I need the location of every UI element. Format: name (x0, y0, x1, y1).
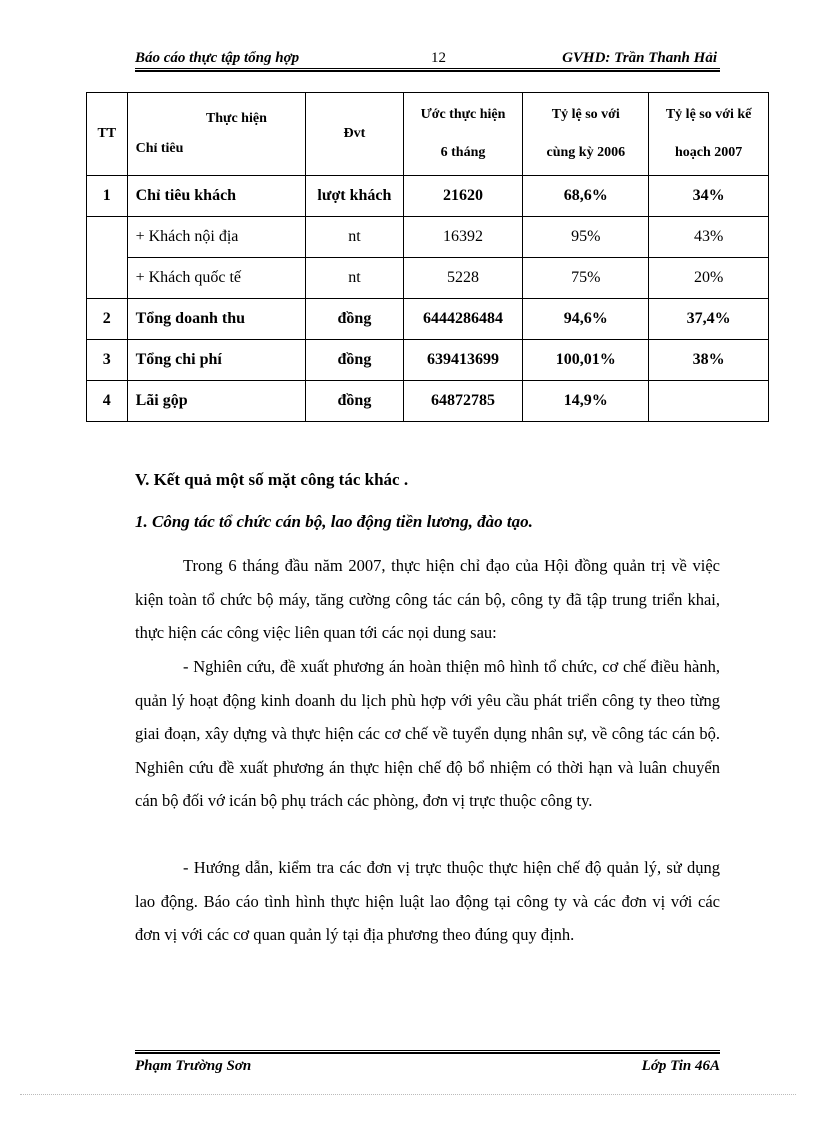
table-row (87, 340, 769, 381)
row-dvt: nt (306, 258, 403, 299)
row-ty-le-2007: 43% (649, 217, 769, 258)
header-thuc-hien-label: Thực hiện (205, 111, 267, 126)
table-row (87, 176, 769, 217)
row-chi-tieu: Chỉ tiêu khách (127, 176, 306, 217)
row-ty-le-2006: 75% (523, 258, 649, 299)
paragraph: - Nghiên cứu, đề xuất phương án hoàn thiện mô hình tổ chức, cơ chế điều hành, quản lý hoạt động kinh doanh du lịch phù hợp với yêu cầu phát triển công ty theo từng giai đoạn, xây dựng và thực hiện các cơ chế về tuyển dụng nhân sự, về công tác cán bộ. Nghiên cứu đề xuất phương án thực hiện chế độ bổ nhiệm có thời hạn và luân chuyển cán bộ đối vớ icán bộ phụ trách các phòng, đơn vị trực thuộc công ty. (135, 657, 720, 810)
row-ty-le-2006: 95% (523, 217, 649, 258)
row-ty-le-2006: 94,6% (523, 299, 649, 340)
row-ty-le-2007: 34% (649, 176, 769, 217)
header-ty-le-2007 (649, 93, 769, 176)
header-tt: TT (87, 93, 128, 176)
page-number: 12 (431, 50, 446, 66)
header-uoc (403, 93, 523, 176)
table-row (87, 299, 769, 340)
footer-class: Lớp Tin 46A (641, 1058, 720, 1074)
row-dvt: đồng (306, 340, 403, 381)
footer-rule (135, 1050, 720, 1054)
table-row (87, 381, 769, 422)
page-footer (135, 1058, 720, 1075)
header-chi-tieu-label: Chỉ tiêu (135, 141, 184, 156)
row-dvt: đồng (306, 381, 403, 422)
row-dvt: đồng (306, 299, 403, 340)
row-uoc: 21620 (403, 176, 523, 217)
header-title: Báo cáo thực tập tổng hợp (135, 50, 300, 66)
paragraph: Trong 6 tháng đầu năm 2007, thực hiện chỉ đạo của Hội đồng quản trị về việc kiện toàn tổ chức bộ máy, tăng cường công tác cán bộ, công ty đã tập trung triển khai, thực hiện các công việc liên quan tới các nọi dung sau: (135, 556, 720, 642)
row-tt: 4 (87, 381, 128, 422)
header-supervisor: GVHD: Trần Thanh Hải (562, 50, 717, 66)
row-uoc: 64872785 (403, 381, 523, 422)
header-ty-le-2007-line2: hoạch 2007 (674, 145, 743, 160)
header-ty-le-2006 (523, 93, 649, 176)
page-header (135, 48, 717, 68)
row-tt (87, 217, 128, 299)
paragraph: - Hướng dẫn, kiểm tra các đơn vị trực thuộc thực hiện chế độ quản lý, sử dụng lao động. Báo cáo tình hình thực hiện luật lao động tại công ty và các đơn vị với các đơn vị với các cơ quan quản lý tại địa phương theo đúng quy định. (135, 858, 720, 944)
section-title: V. Kết quả một số mặt công tác khác . (135, 470, 409, 489)
row-chi-tieu: + Khách quốc tế (127, 258, 306, 299)
row-tt: 3 (87, 340, 128, 381)
header-ty-le-2007-line1: Tỷ lệ so với kế (665, 107, 752, 122)
header-rule (135, 68, 720, 72)
row-dvt: nt (306, 217, 403, 258)
row-ty-le-2007 (649, 381, 769, 422)
row-ty-le-2007: 37,4% (649, 299, 769, 340)
row-tt: 2 (87, 299, 128, 340)
header-dvt: Đvt (306, 93, 403, 176)
header-ty-le-2006-line1: Tỷ lệ so với (551, 107, 620, 122)
row-ty-le-2007: 20% (649, 258, 769, 299)
table-row (87, 258, 769, 299)
row-ty-le-2006: 14,9% (523, 381, 649, 422)
page-edge-divider (20, 1094, 796, 1095)
row-uoc: 639413699 (403, 340, 523, 381)
row-ty-le-2006: 100,01% (523, 340, 649, 381)
row-chi-tieu: Tổng doanh thu (127, 299, 306, 340)
header-uoc-line2: 6 tháng (440, 145, 486, 160)
row-ty-le-2007: 38% (649, 340, 769, 381)
row-uoc: 16392 (403, 217, 523, 258)
table-row (87, 217, 769, 258)
results-table (86, 92, 769, 422)
subsection-title: 1. Công tác tổ chức cán bộ, lao động tiền lương, đào tạo. (135, 512, 533, 531)
header-chi-tieu (127, 93, 306, 176)
row-uoc: 5228 (403, 258, 523, 299)
header-ty-le-2006-line2: cùng kỳ 2006 (546, 145, 626, 160)
table-header-row (87, 93, 769, 176)
header-uoc-line1: Ước thực hiện (420, 107, 506, 122)
row-uoc: 6444286484 (403, 299, 523, 340)
row-chi-tieu: + Khách nội địa (127, 217, 306, 258)
row-dvt: lượt khách (306, 176, 403, 217)
row-tt: 1 (87, 176, 128, 217)
row-ty-le-2006: 68,6% (523, 176, 649, 217)
row-chi-tieu: Tổng chi phí (127, 340, 306, 381)
footer-author: Phạm Trường Sơn (135, 1058, 252, 1074)
row-chi-tieu: Lãi gộp (127, 381, 306, 422)
